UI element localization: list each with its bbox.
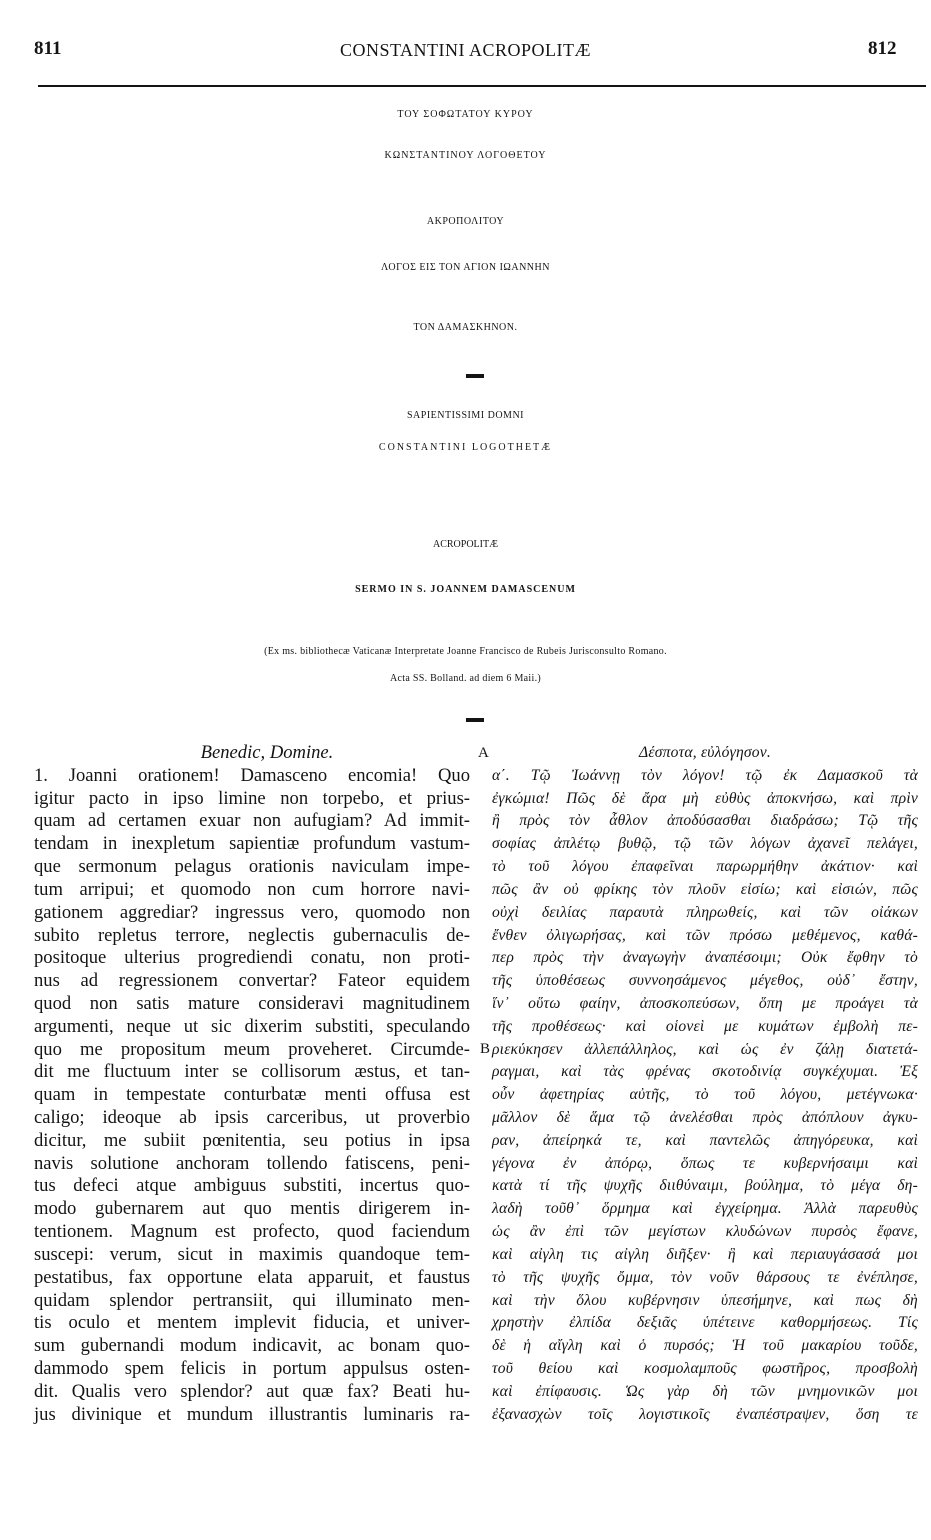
greek-text-line: μᾶλλον δὲ ἅμα τῷ ἀνελέσθαι πρὸς ἀπόπλουν ἀγκυ-: [492, 1109, 918, 1126]
latin-text-line: tendam in inexpletum sapientiæ profundum vastum-: [34, 833, 470, 855]
latin-text-line: tus defeci atque ambiguus substiti, incertus quo-: [34, 1175, 470, 1197]
latin-title-line-2: CONSTANTINI LOGOTHETÆ: [378, 442, 553, 453]
source-note-line-2: Acta SS. Bolland. ad diem 6 Maii.): [389, 673, 541, 684]
latin-text-line: 1. Joanni orationem! Damasceno encomia! Quo: [34, 764, 470, 786]
greek-text-line: πῶς ἂν οὐ φρίκης τὸν πλοῦν εἰσίω; καὶ εἰσιών, πῶς: [492, 880, 918, 898]
greek-text-line: καὶ ἐπίφαυσις. Ὡς γὰρ δὴ τῶν μνημονικῶν μοι: [492, 1382, 918, 1400]
header-rule: [38, 85, 926, 87]
greek-text-line: γέγονα ἐν ἀπόρῳ, ὅπως τε κυβερνήσαιμι καὶ: [492, 1154, 918, 1172]
greek-text-line: χρηστὴν ἐλπίδα δεξιᾶς ὑπέτεινε καθορμήσεως. Τίς: [492, 1314, 918, 1332]
greek-text-line: τὸ τῆς ψυχῆς ὄμμα, τὸν νοῦν θάρσους τε ἐνέπλησε,: [492, 1268, 918, 1286]
greek-title-line-2: ΚΩΝΣΤΑΝΤΙΝΟΥ ΛΟΓΟΘΕΤΟΥ: [384, 150, 547, 161]
latin-text-line: argumenti, neque ut sic dixerim substiti, speculando: [34, 1015, 470, 1037]
greek-text-line: ἐγκώμια! Πῶς δὲ ἄρα μὴ εὐθὺς ἀποκνήσω, καὶ πρὶν: [492, 789, 918, 807]
greek-text-line: οὖν ἀφετηρίας αὐτῆς, τὸ τοῦ λόγου, μετέγνωκα·: [492, 1086, 918, 1104]
greek-text-line: τὸ τοῦ λόγου ἐπαφεῖναι παρωρμήθην ἀκάτιον· καὶ: [492, 858, 918, 876]
latin-text-line: sum gubernandi modum indicavit, ac bonam quo-: [34, 1335, 470, 1357]
greek-title-line-4: ΛΟΓΟΣ ΕΙΣ ΤΟΝ ΑΓΙΟΝ ΙΩΑΝΝΗΝ: [381, 262, 550, 273]
latin-text-line: suscepi: verum, sicut in maximis quandoque tem-: [34, 1243, 470, 1265]
latin-text-line: subito repletus terrore, neglectis gubernaculis de-: [34, 924, 470, 946]
latin-text-line: quam ad certamen exuar non aufugiam? Ad immit-: [34, 810, 470, 832]
latin-text-line: tis oculo et mentem implevit fiducia, et univer-: [34, 1312, 470, 1334]
greek-title-line-5: ΤΟΝ ΔΑΜΑΣΚΗΝΟΝ.: [413, 322, 518, 333]
latin-text-line: positoque ulterius progrediendi conatu, non proti-: [34, 947, 470, 969]
latin-text-line: nus ad regressionem convertar? Fateor equidem: [34, 970, 470, 992]
latin-text-line: dit. Qualis vero splendor? aut quæ fax? Beati hu-: [34, 1380, 470, 1402]
greek-text-line: ἐξανασχὼν τοῖς λογιστικοῖς ἐναπέστραψεν, ὅση τε: [492, 1405, 918, 1423]
latin-text-line: navis solutione anchoram tollendo fatiscens, peni-: [34, 1152, 470, 1174]
latin-text-line: quam in tempestate conturbatæ menti offusa est: [34, 1084, 470, 1106]
greek-text-line: τῆς ὑποθέσεως συννοησάμενος μέγεθος, οὐδ᾽ ἔστην,: [492, 972, 918, 990]
greek-text-line: τοῦ θείου καὶ κοσμολαμποῦς φωστῆρος, προσβολὴ: [492, 1359, 918, 1377]
greek-text-line: κατὰ τί τῆς ψυχῆς διιθύναιμι, βούλημα, τὸ μέγα δη-: [492, 1177, 918, 1195]
latin-text-line: dammodo spem felicis in portum appulsus osten-: [34, 1357, 470, 1379]
greek-text-line: ἢ πρὸς τὸν ἆθλον ἀποδύσασθαι διαδράσω; Τῷ τῆς: [492, 812, 918, 830]
greek-text-line: ραν, ἀπείρηκά τε, καὶ παντελῶς ἀπηγόρευκα, καὶ: [492, 1131, 918, 1149]
greek-text-line: καὶ τὴν ὅλου κυβέρνησιν ὑπεσήμηνε, καὶ πως δὴ: [492, 1291, 918, 1309]
latin-text-column: [34, 742, 470, 1426]
page-number-left: 811: [34, 38, 62, 59]
page-number-right: 812: [868, 38, 897, 59]
running-title: CONSTANTINI ACROPOLITÆ: [339, 40, 592, 60]
latin-text-line: quod non satis mature consideravi magnitudinem: [34, 992, 470, 1014]
title-separator-dash: [466, 374, 484, 378]
latin-text-line: que sermonum pelagus orationis naviculam impe-: [34, 856, 470, 878]
greek-text-line: δὲ ἡ αἴγλη καὶ ὁ πυρσός; Ἡ τοῦ μακαρίου τοῦδε,: [492, 1337, 918, 1355]
greek-text-line: ριεκύκησεν ἀλλεπάλληλος, καὶ ὡς ἐν ζάλῃ διατετά-: [492, 1040, 918, 1058]
section-separator-dash: [466, 718, 484, 722]
greek-column-heading: Δέσποτα, εὐλόγησον.: [639, 744, 771, 761]
latin-text-line: jus divinique et mundum illustrantis luminaris ra-: [34, 1403, 470, 1425]
greek-text-line: ραγμαι, καὶ τὰς φρένας σκοτοδινίᾳ συγκέχυμαι. Ἐξ: [492, 1063, 918, 1081]
latin-text-line: dicitur, me subiit pœnitentia, seu potius in ipsa: [34, 1129, 470, 1151]
margin-marker-a: A: [478, 745, 489, 761]
greek-text-line: α΄. Τῷ Ἰωάννῃ τὸν λόγον! τῷ ἐκ Δαμασκοῦ τὰ: [492, 766, 918, 784]
latin-text-line: dit me fluctuum inter se collisorum æstus, et tan-: [34, 1061, 470, 1083]
latin-text-line: caligo; ideoque ab ipsis carceribus, ut proverbio: [34, 1107, 470, 1128]
latin-text-line: tentionem. Magnum est profecto, quod faciendum: [34, 1221, 470, 1243]
greek-text-line: σοφίας ἀπλέτῳ βυθῷ, τῷ τῶν λόγων ἀχανεῖ πελάγει,: [492, 835, 918, 853]
greek-text-line: λαδὴ τοῦθ᾽ ὅρμημα καὶ ἐγχείρημα. Ἀλλὰ παρευθὺς: [492, 1200, 918, 1218]
greek-text-line: καὶ αἰγλη τις αἰγλη διῆξεν· ἣ καὶ περιαυγάσασά μοι: [492, 1245, 918, 1263]
greek-text-line: οὐχὶ δειλίας παραυτὰ πληρωθείς, καὶ τῶν οἰάκων: [492, 903, 918, 921]
latin-text-line: tum arripui; et quomodo non cum horrore navi-: [34, 878, 470, 900]
latin-text-line: igitur pacto in ipso limine non torpebo, et prius-: [34, 787, 470, 809]
latin-text-line: modo gubernarem aut quo mentis dirigerem in-: [34, 1198, 470, 1220]
latin-text-line: quo me propositum meum proveheret. Circumde-: [34, 1038, 470, 1060]
latin-title-line-3: ACROPOLITÆ: [432, 539, 498, 550]
greek-text-line: ἵν᾽ οὕτω φαίην, ἀποσκοπεύσων, ὅπη με προάγει τὰ: [492, 994, 918, 1012]
greek-text-line: τῆς προθέσεως· καὶ οἱονεὶ με κυμάτων ἐμβολὴ πε-: [492, 1017, 918, 1035]
greek-title-line-3: ΑΚΡΟΠΟΛΙΤΟΥ: [426, 216, 505, 227]
margin-marker-b: B: [480, 1041, 491, 1057]
greek-text-line: ὡς ἂν ἐπὶ τῶν μεγίστων κλυδώνων πυρσὸς ἔφανε,: [492, 1223, 918, 1241]
latin-text-line: pestatibus, fax opportune elata apparuit, et faustus: [34, 1266, 470, 1288]
greek-text-column: [492, 742, 918, 1426]
greek-text-line: ἔνθεν ὀλιγωρήσας, καὶ τῶν πρόσω μεθέμενος, καθά-: [492, 926, 918, 944]
greek-text-line: περ πρὸς τὴν ἀναγωγὴν ἀναπέσοιμι; Οὐκ ἔφθην τὸ: [492, 949, 918, 967]
latin-text-line: quidam splendor pertransiit, qui illuminato men-: [34, 1289, 470, 1311]
source-note-line-1: (Ex ms. bibliothecæ Vaticanæ Interpretate Joanne Francisco de Rubeis Jurisconsulto Romano.: [264, 646, 667, 657]
greek-title-line-1: ΤΟΥ ΣΟΦΩΤΑΤΟΥ ΚΥΡΟΥ: [397, 109, 534, 120]
latin-column-heading: Benedic, Domine.: [200, 742, 334, 763]
latin-title-line-1: SAPIENTISSIMI DOMNI: [406, 410, 524, 421]
latin-title-line-4: SERMO IN S. JOANNEM DAMASCENUM: [355, 584, 576, 595]
latin-text-line: gationem aggrediar? ingressus vero, quomodo non: [34, 901, 470, 923]
